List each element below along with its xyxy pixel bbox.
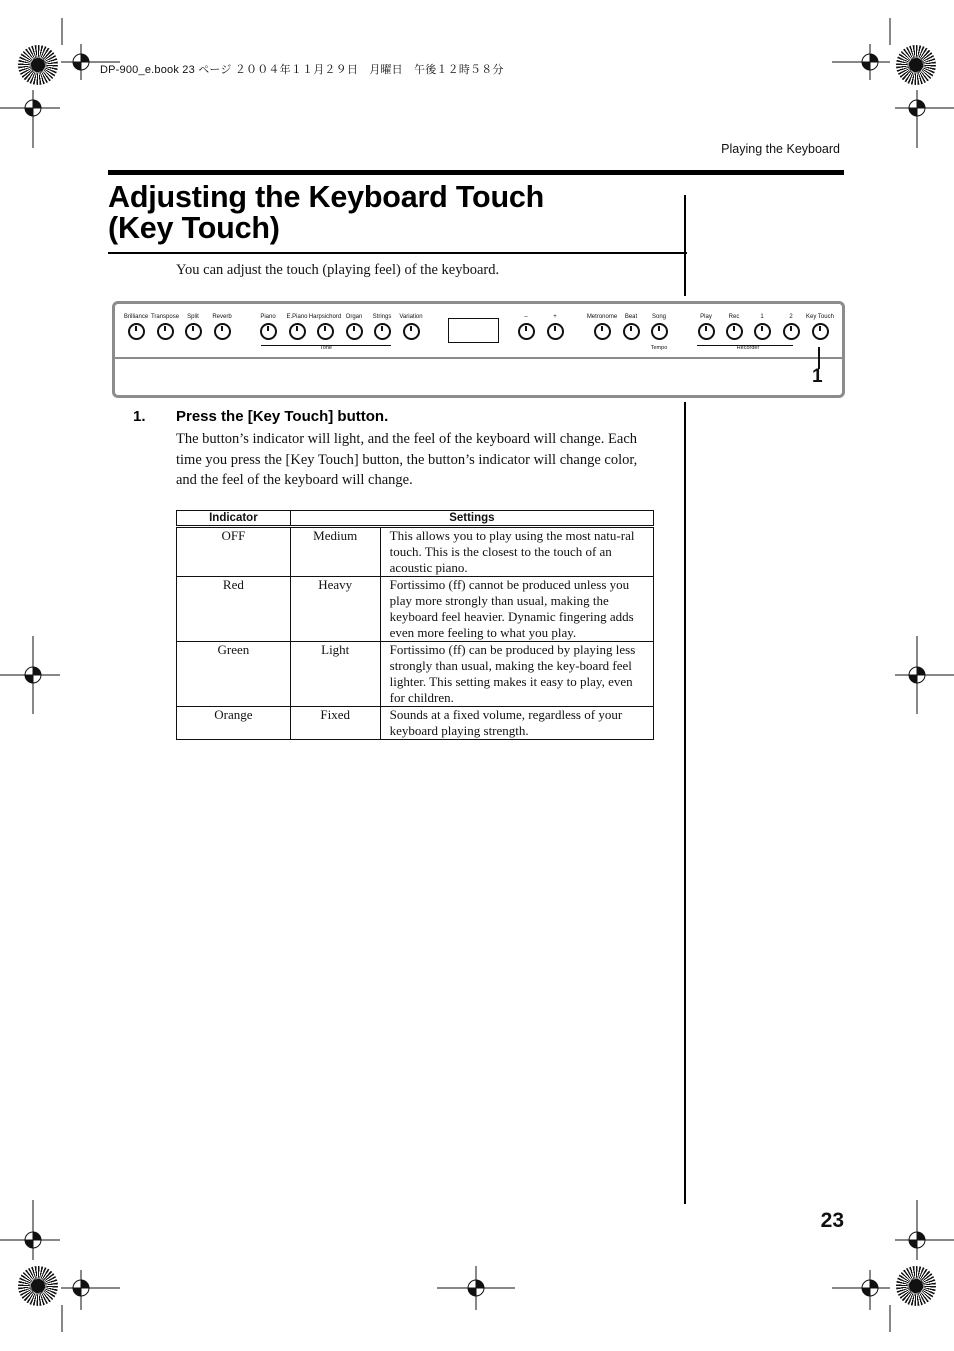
table-row <box>177 707 654 740</box>
panel-button-label: Key Touch <box>806 314 834 320</box>
indicator-cell: Red <box>177 577 291 642</box>
panel-button-knob-icon <box>518 323 535 340</box>
panel-display <box>448 318 499 343</box>
header-settings: Settings <box>290 511 653 527</box>
intro-text: You can adjust the touch (playing feel) of the keyboard. <box>176 262 500 278</box>
panel-button-knob-icon <box>403 323 420 340</box>
header-indicator: Indicator <box>177 511 291 527</box>
setting-cell: Heavy <box>290 577 380 642</box>
panel-button-knob-icon <box>346 323 363 340</box>
panel-button-label: – <box>524 314 528 320</box>
key-touch-settings-table <box>176 510 654 740</box>
column-rule <box>684 402 686 1204</box>
panel-divider <box>115 357 842 359</box>
panel-button-label: Split <box>187 314 199 320</box>
panel-button-knob-icon <box>623 323 640 340</box>
panel-button-knob-icon <box>157 323 174 340</box>
panel-button-label: + <box>553 314 557 320</box>
panel-button-knob-icon <box>812 323 829 340</box>
tempo-group-label: Tempo <box>650 345 668 351</box>
callout-number: 1 <box>812 366 823 387</box>
setting-cell: Medium <box>290 527 380 577</box>
page-number: 23 <box>820 1209 844 1232</box>
setting-cell: Light <box>290 642 380 707</box>
table-row <box>177 642 654 707</box>
panel-button-label: Play <box>700 314 712 320</box>
running-header: Playing the Keyboard <box>721 142 840 156</box>
panel-button-knob-icon <box>783 323 800 340</box>
panel-button-knob-icon <box>726 323 743 340</box>
page-title-line-1: Adjusting the Keyboard Touch <box>108 180 545 214</box>
panel-button-knob-icon <box>185 323 202 340</box>
panel-button-label: Beat <box>624 314 638 320</box>
panel-button-knob-icon <box>547 323 564 340</box>
panel-button-knob-icon <box>698 323 715 340</box>
panel-button-label: Rec <box>728 314 740 320</box>
panel-button-knob-icon <box>289 323 306 340</box>
table-header-row <box>177 511 654 527</box>
panel-button-label: E.Piano <box>286 314 308 320</box>
panel-button-knob-icon <box>374 323 391 340</box>
panel-button-knob-icon <box>128 323 145 340</box>
description-cell: Fortissimo (ff) can be produced by playing less strongly than usual, making the key-board feel lighter. This setting makes it easy to play, even for children. <box>380 642 653 707</box>
panel-button-label: Metronome <box>586 314 618 320</box>
indicator-cell: Green <box>177 642 291 707</box>
panel-button-label: Reverb <box>212 314 232 320</box>
panel-button-label: Organ <box>345 314 363 320</box>
tone-group-label: Tone <box>320 345 332 351</box>
panel-button-label: Song <box>651 314 666 320</box>
panel-button-label: Variation <box>399 314 423 320</box>
panel-button-label: 1 <box>760 314 764 320</box>
setting-cell: Fixed <box>290 707 380 740</box>
table-row <box>177 577 654 642</box>
column-rule <box>684 195 686 296</box>
panel-button-label: Piano <box>260 314 276 320</box>
recorder-group-label: Recorder <box>736 345 760 351</box>
description-cell: Fortissimo (ff) cannot be produced unless you play more strongly than usual, making the keyboard feel heavier. Dynamic fingering adds even more feeling to what you play. <box>380 577 653 642</box>
panel-button-label: Brilliance <box>123 314 149 320</box>
page-title-line-2: (Key Touch) <box>108 211 280 245</box>
step-description: The button’s indicator will light, and the feel of the keyboard will change. Each time you press the [Key Touch] button, the button’s indicator will change color, and the feel of the keyboard will change. <box>176 431 638 488</box>
panel-button-label: Transpose <box>150 314 180 320</box>
panel-button-label: 2 <box>789 314 793 320</box>
panel-button-knob-icon <box>317 323 334 340</box>
control-panel-illustration <box>112 301 845 398</box>
panel-button-knob-icon <box>651 323 668 340</box>
page-title <box>108 182 688 244</box>
indicator-cell: Orange <box>177 707 291 740</box>
step-title: Press the [Key Touch] button. <box>176 408 389 425</box>
title-rule <box>108 252 687 254</box>
table-row <box>177 527 654 577</box>
panel-button-knob-icon <box>214 323 231 340</box>
indicator-cell: OFF <box>177 527 291 577</box>
panel-button-label: Harpsichord <box>308 314 342 320</box>
print-file-info: DP-900_e.book 23 ページ ２００４年１１月２９日 月曜日 午後１２時５８分 <box>100 64 504 76</box>
panel-button-knob-icon <box>260 323 277 340</box>
description-cell: This allows you to play using the most natu-ral touch. This is the closest to the touch of an acoustic piano. <box>380 527 653 577</box>
header-rule <box>108 170 844 175</box>
step-number: 1. <box>133 408 146 425</box>
panel-button-knob-icon <box>594 323 611 340</box>
panel-button-label: Strings <box>372 314 392 320</box>
panel-button-knob-icon <box>754 323 771 340</box>
description-cell: Sounds at a fixed volume, regardless of your keyboard playing strength. <box>380 707 653 740</box>
